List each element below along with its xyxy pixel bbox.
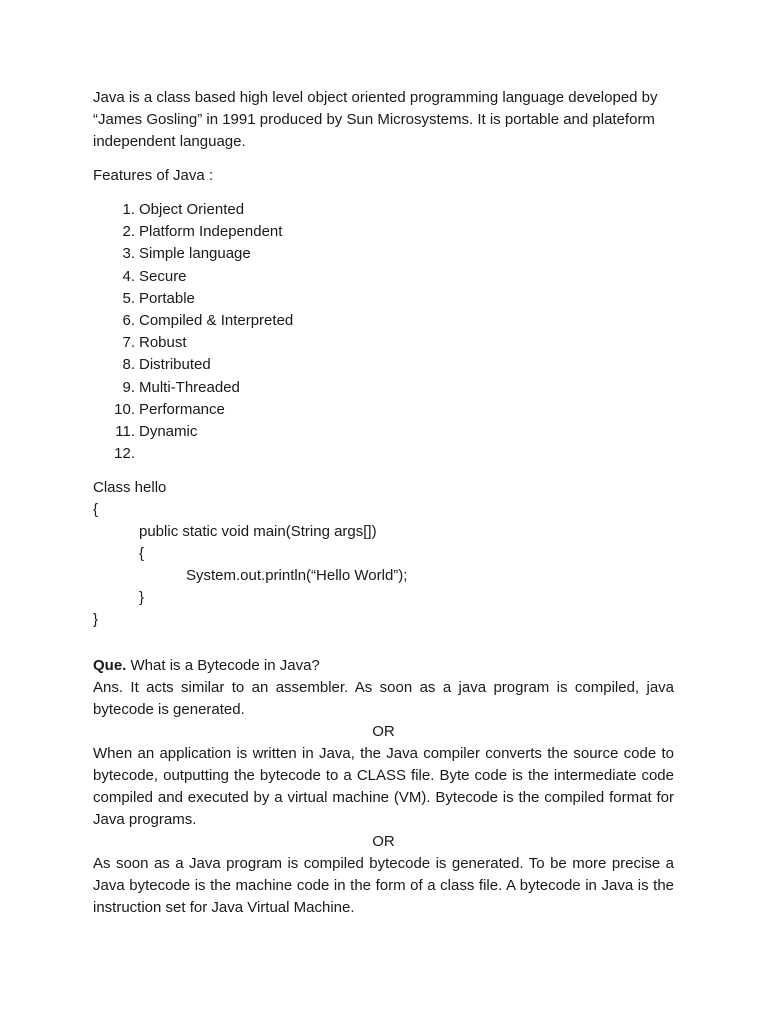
answer-paragraph: When an application is written in Java, the Java compiler converts the source code to bytecode, outputting the bytecode to a CLASS file. Byte code is the intermediate code compiled and executed by a virtual machine (VM). Bytecode is the compiled format for Java programs. bbox=[93, 745, 674, 829]
code-line: public static void main(String args[]) bbox=[139, 523, 377, 541]
answer-paragraph: As soon as a Java program is compiled bytecode is generated. To be more precise a Java bytecode is the machine code in the form of a class file. A bytecode in Java is the instruction set for Java Virtual Machine. bbox=[93, 855, 674, 917]
code-line: } bbox=[139, 589, 145, 607]
intro-line: independent language. bbox=[93, 133, 246, 150]
intro-line: “James Gosling” in 1991 produced by Sun Microsystems. It is portable and plateform bbox=[93, 111, 655, 128]
feature-label: Distributed bbox=[139, 356, 211, 374]
feature-number: 10. bbox=[114, 400, 135, 418]
document-body bbox=[93, 87, 674, 919]
code-block bbox=[93, 477, 674, 631]
feature-label: Robust bbox=[139, 334, 187, 352]
feature-number: 3. bbox=[122, 245, 135, 263]
features-list bbox=[93, 199, 674, 465]
feature-item bbox=[93, 310, 674, 332]
feature-item bbox=[93, 288, 674, 310]
feature-label: Performance bbox=[139, 400, 225, 418]
feature-item bbox=[93, 421, 674, 443]
answer-paragraph: Ans. It acts similar to an assembler. As soon as a java program is compiled, java bytecode is generated. bbox=[93, 679, 674, 719]
feature-number: 4. bbox=[122, 267, 135, 285]
feature-number: 8. bbox=[122, 356, 135, 374]
feature-number: 12. bbox=[114, 445, 135, 463]
feature-item bbox=[93, 399, 674, 421]
feature-number: 5. bbox=[122, 289, 135, 307]
intro-paragraph bbox=[93, 87, 674, 153]
question-label: Que. bbox=[93, 657, 127, 675]
feature-number: 2. bbox=[122, 223, 135, 241]
features-heading: Features of Java : bbox=[93, 167, 214, 184]
feature-label: Simple language bbox=[139, 245, 251, 263]
or-separator: OR bbox=[372, 723, 395, 741]
feature-label: Portable bbox=[139, 289, 195, 307]
feature-number: 7. bbox=[122, 334, 135, 352]
feature-item bbox=[93, 199, 674, 221]
feature-item bbox=[93, 332, 674, 354]
feature-item bbox=[93, 443, 674, 465]
or-separator: OR bbox=[372, 833, 395, 851]
feature-label: Multi-Threaded bbox=[139, 378, 240, 396]
code-line: { bbox=[139, 545, 145, 563]
feature-item bbox=[93, 377, 674, 399]
feature-label: Object Oriented bbox=[139, 201, 245, 218]
question-text: What is a Bytecode in Java? bbox=[126, 657, 320, 675]
feature-label: Compiled & Interpreted bbox=[139, 311, 294, 329]
feature-number: 9. bbox=[122, 378, 135, 396]
feature-number: 6. bbox=[122, 311, 135, 329]
feature-label: Platform Independent bbox=[139, 223, 283, 241]
feature-item bbox=[93, 266, 674, 288]
feature-label: Secure bbox=[139, 267, 187, 285]
intro-line: Java is a class based high level object oriented programming language developed by bbox=[93, 89, 658, 106]
code-line: } bbox=[93, 611, 99, 629]
code-line: System.out.println(“Hello World”); bbox=[186, 567, 408, 585]
question-line bbox=[93, 655, 674, 677]
feature-label: Dynamic bbox=[139, 422, 198, 440]
feature-item bbox=[93, 354, 674, 376]
feature-number: 11. bbox=[115, 422, 135, 440]
feature-item bbox=[93, 243, 674, 265]
code-line: Class hello bbox=[93, 479, 167, 497]
feature-number: 1. bbox=[122, 201, 135, 218]
code-line: { bbox=[93, 501, 99, 519]
question-block bbox=[93, 655, 674, 919]
feature-item bbox=[93, 221, 674, 243]
